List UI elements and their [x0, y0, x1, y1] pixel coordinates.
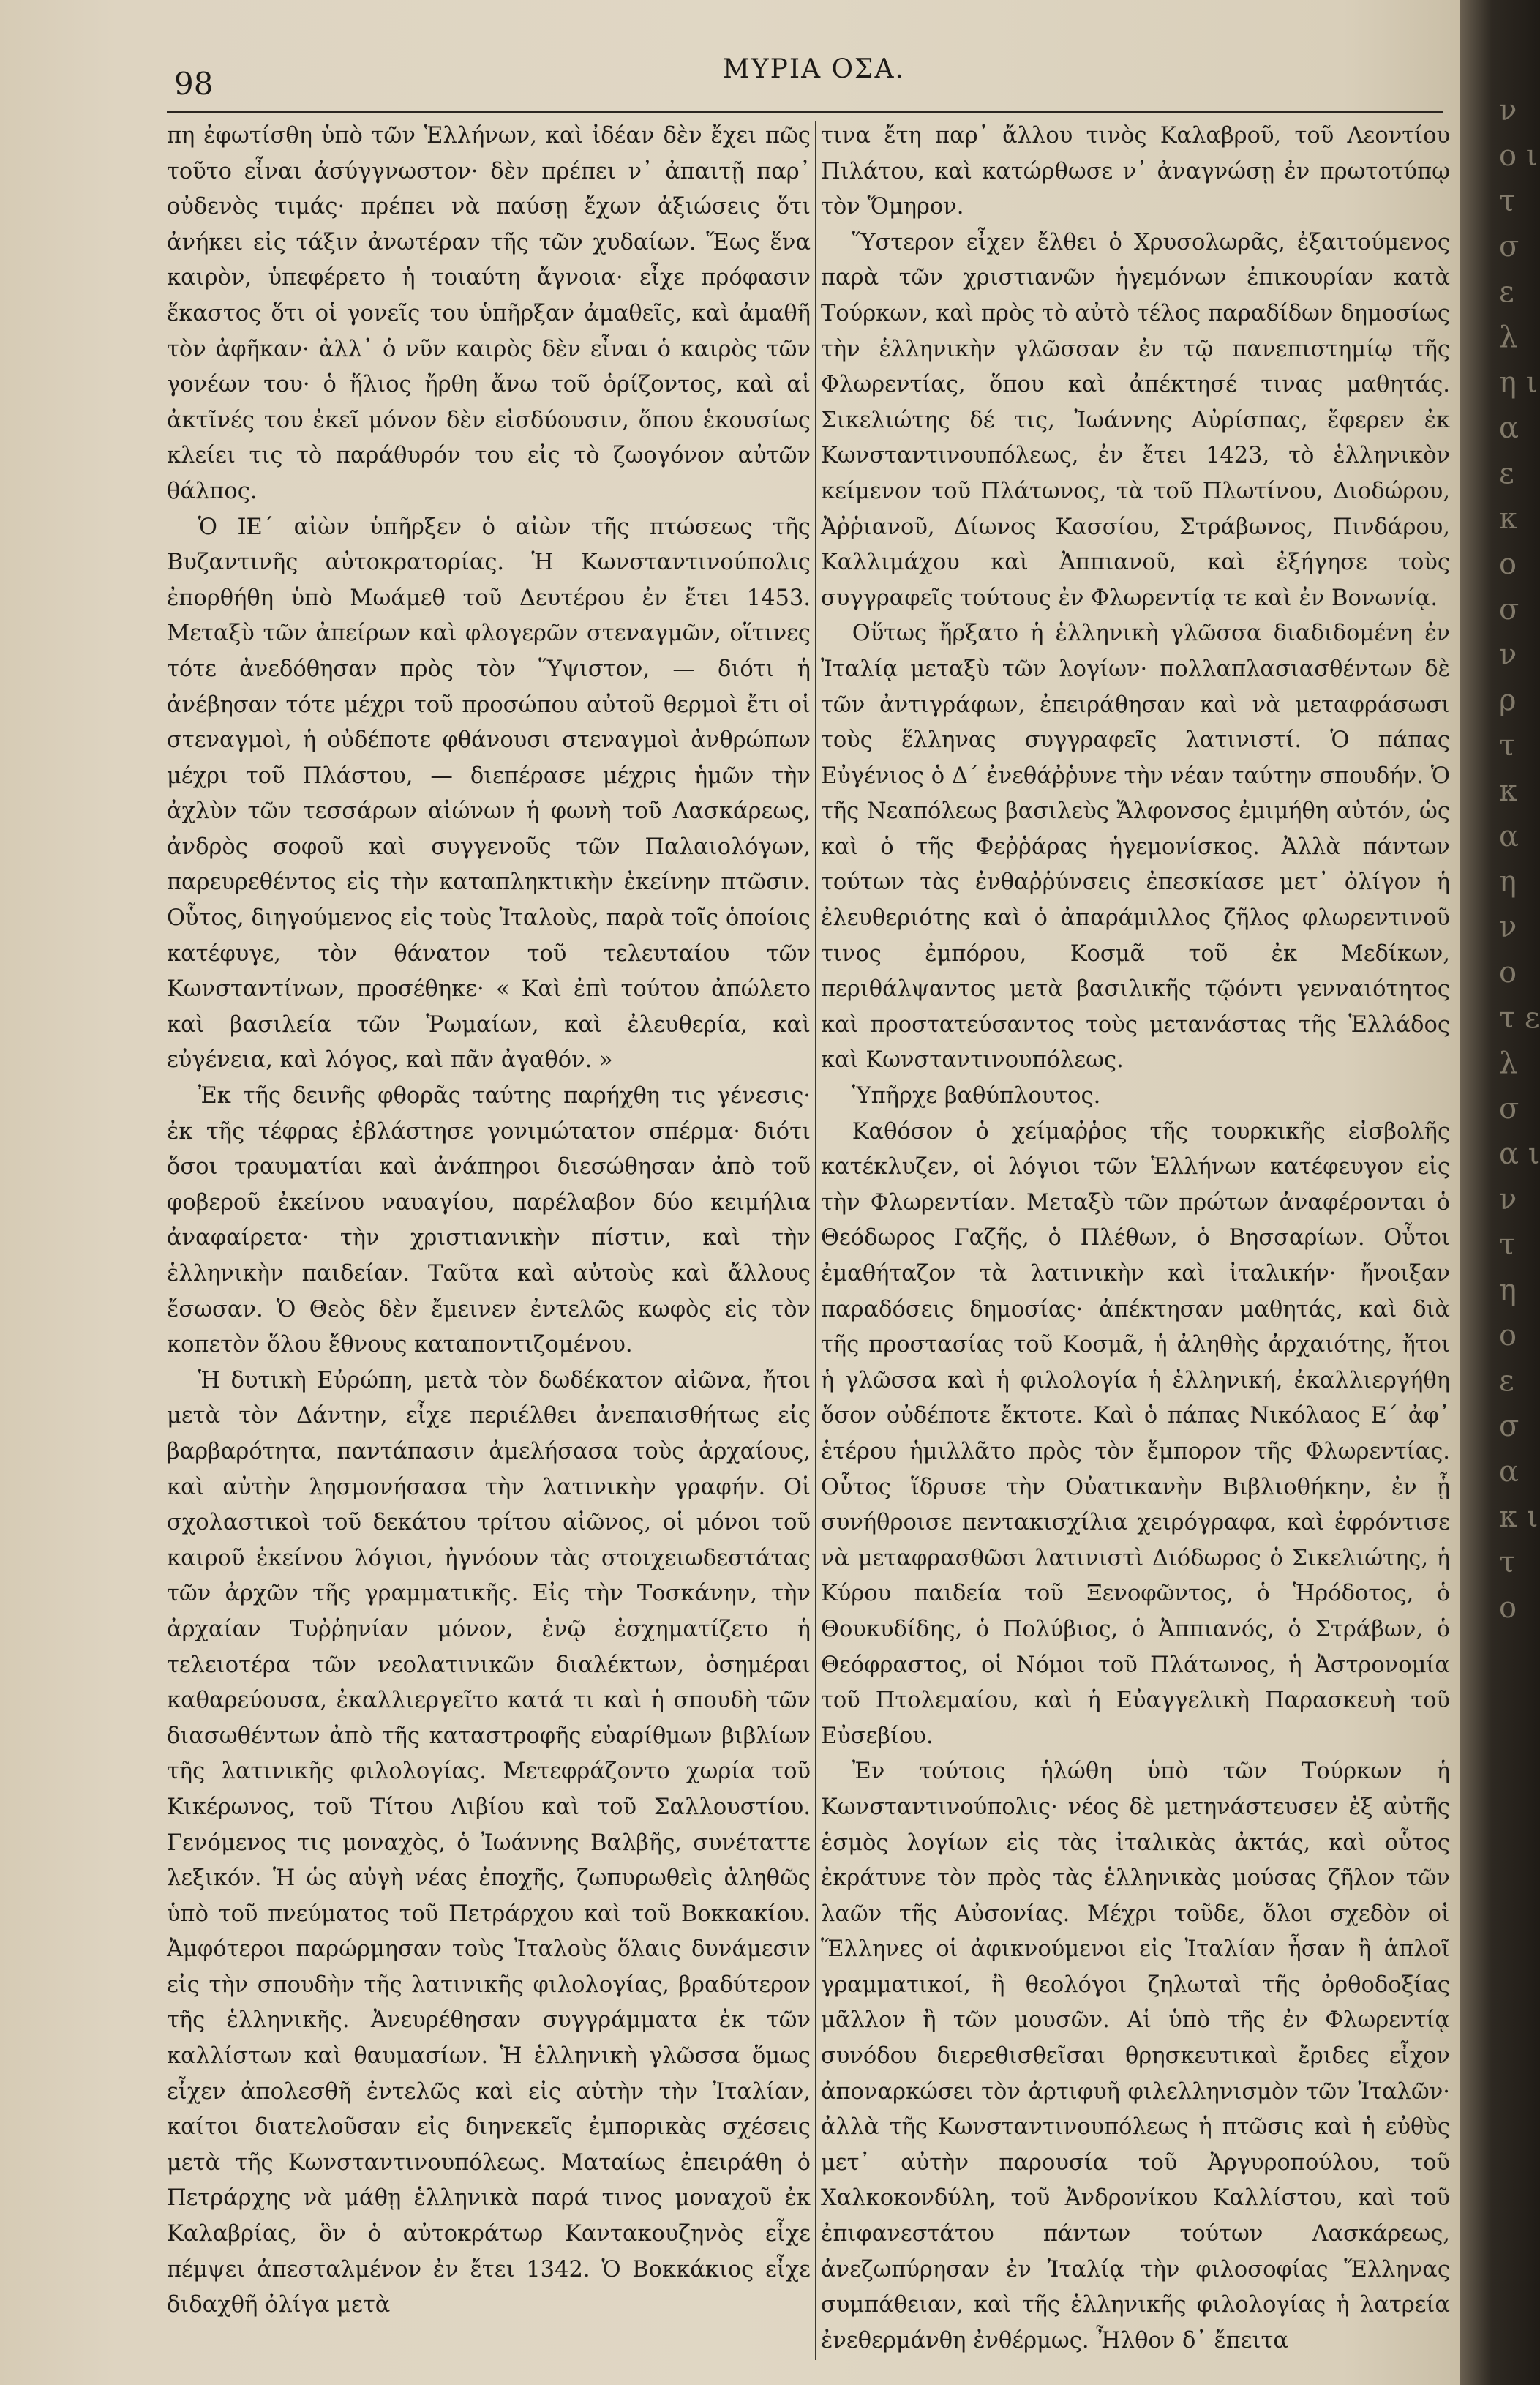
left-paragraph-2: Ὁ ΙΕ΄ αἰὼν ὑπῆρξεν ὁ αἰὼν τῆς πτώσεως τῆς Βυζαντινῆς αὐτοκρατορίας. Ἡ Κωνσταντινούπολις ἐπορθήθη ὑπὸ Μωάμεθ τοῦ Δευτέρου ἐν ἔτει 1453. Μεταξὺ τῶν ἀπείρων καὶ φλογερῶν στεναγμῶν, οἵτινες τότε ἀνεδόθησαν πρὸς τὸν Ὕψιστον, — διότι ἡ ἀνέβησαν τότε μέχρι τοῦ προσώπου αὐτοῦ θερμοὶ ἔτι οἱ στεναγμοὶ, ἡ οὐδέποτε φθάνουσι στεναγμοὶ ἀνθρώπων μέχρι τοῦ Πλάστου, — διεπέρασε μέχρις ἡμῶν τὴν ἀχλὺν τῶν τεσσάρων αἰώνων ἡ φωνὴ τοῦ Λασκάρεως, ἀνδρὸς σοφοῦ καὶ συγγενοῦς τῶν Παλαιολόγων, παρευρεθέντος εἰς τὴν καταπληκτικὴν ἐκείνην πτῶσιν. Οὗτος, διηγούμενος εἰς τοὺς Ἰταλοὺς, παρὰ τοῖς ὁποίοις κατέφυγε, τὸν θάνατον τοῦ τελευταίου τῶν Κωνσταντίνων, προσέθηκε· « Καὶ ἐπὶ τούτου ἀπώλετο καὶ βασιλεία τῶν Ῥωμαίων, καὶ ἐλευθερία, καὶ εὐγένεια, καὶ λόγος, καὶ πᾶν ἀγαθόν. »: [167, 514, 811, 1074]
right-paragraph-6: Ἐν τούτοις ἡλώθη ὑπὸ τῶν Τούρκων ἡ Κωνσταντινούπολις· νέος δὲ μετηνάστευσεν ἐξ αὐτῆς ἑσμὸς λογίων εἰς τὰς ἰταλικὰς ἀκτάς, καὶ οὗτος ἐκράτυνε τὸν πρὸς τὰς ἑλληνικὰς μούσας ζῆλον τῶν λαῶν τῆς Αὐσονίας. Μέχρι τοῦδε, ὅλοι σχεδὸν οἱ Ἕλληνες οἱ ἀφικνούμενοι εἰς Ἰταλίαν ἦσαν ἢ ἁπλοῖ γραμματικοί, ἢ θεολόγοι ζηλωταὶ τῆς ὀρθοδοξίας μᾶλλον ἢ τῶν μουσῶν. Αἱ ὑπὸ τῆς ἐν Φλωρεντίᾳ συνόδου διερεθισθεῖσαι θρησκευτικαὶ ἔριδες εἶχον ἀποναρκώσει τὸν ἀρτιφυῆ φιλελληνισμὸν τῶν Ἰταλῶν· ἀλλὰ τῆς Κωνσταντινουπόλεως ἡ πτῶσις καὶ ἡ εὐθὺς μετ᾽ αὐτὴν παρουσία τοῦ Ἀργυροπούλου, τοῦ Χαλκοκονδύλη, τοῦ Ἀνδρονίκου Καλλίστου, καὶ τοῦ ἐπιφανεστάτου πάντων τούτων Λασκάρεως, ἀνεζωπύρησαν ἐν Ἰταλίᾳ τὴν φιλοσοφίας Ἕλληνας συμπάθειαν, καὶ τῆς ἑλληνικῆς φιλολογίας ἡ λατρεία ἐνεθερμάνθη ἐνθέρμως. Ἦλθον δ᾽ ἔπειτα: [821, 1759, 1450, 2354]
left-paragraph-4: Ἡ δυτικὴ Εὐρώπη, μετὰ τὸν δωδέκατον αἰῶνα, ἤτοι μετὰ τὸν Δάντην, εἶχε περιέλθει ἀνεπαισθήτως εἰς βαρβαρότητα, παντάπασιν ἀμελήσασα τοὺς ἀρχαίους, καὶ αὐτὴν λησμονήσασα τὴν λατινικὴν γραφήν. Οἱ σχολαστικοὶ τοῦ δεκάτου τρίτου αἰῶνος, οἱ μόνοι τοῦ καιροῦ ἐκείνου λόγιοι, ἠγνόουν τὰς στοιχειωδεστάτας τῶν ἀρχῶν τῆς γραμματικῆς. Εἰς τὴν Τοσκάνην, τὴν ἀρχαίαν Τυῤῥηνίαν μόνον, ἐνῷ ἐσχηματίζετο ἡ τελειοτέρα τῶν νεολατινικῶν διαλέκτων, ὀσημέραι καθαρεύουσα, ἐκαλλιεργεῖτο κατά τι καὶ ἡ σπουδὴ τῶν διασωθέντων ἀπὸ τῆς καταστροφῆς εὐαρίθμων βιβλίων τῆς λατινικῆς φιλολογίας. Μετεφράζοντο χωρία τοῦ Κικέρωνος, τοῦ Τίτου Λιβίου καὶ τοῦ Σαλλουστίου. Γενόμενος τις μοναχὸς, ὁ Ἰωάννης Βαλβῆς, συνέταττε λεξικόν. Ἡ ὡς αὐγὴ νέας ἐποχῆς, ζωπυρωθεὶς ἀληθῶς ὑπὸ τοῦ πνεύματος τοῦ Πετράρχου καὶ τοῦ Βοκκακίου. Ἀμφότεροι παρώρμησαν τοὺς Ἰταλοὺς ὅλαις δυνάμεσιν εἰς τὴν σπουδὴν τῆς λατινικῆς φιλολογίας, βραδύτερον τῆς ἑλληνικῆς. Ἀνευρέθησαν συγγράμματα ἐκ τῶν καλλίστων καὶ θαυμασίων. Ἡ ἑλληνικὴ γλῶσσα ὅμως εἶχεν ἀπολεσθῆ ἐντελῶς καὶ εἰς αὐτὴν τὴν Ἰταλίαν, καίτοι διατελοῦσαν εἰς διηνεκεῖς ἐμπορικὰς σχέσεις μετὰ τῆς Κωνσταντινουπόλεως. Ματαίως ἐπειράθη ὁ Πετράρχης νὰ μάθῃ ἑλληνικὰ παρά τινος μοναχοῦ ἐκ Καλαβρίας, ὃν ὁ αὐτοκράτωρ Καντακουζηνὸς εἶχε πέμψει ἀπεσταλμένον ἐν ἔτει 1342. Ὁ Βοκκάκιος εἶχε διδαχθῆ ὀλίγα μετὰ: [167, 1367, 811, 2318]
right-paragraph-2: Ὕστερον εἶχεν ἔλθει ὁ Χρυσολωρᾶς, ἐξαιτούμενος παρὰ τῶν χριστιανῶν ἡγεμόνων ἐπικουρίαν κατὰ Τούρκων, καὶ πρὸς τὸ αὐτὸ τέλος παραδίδων δημοσίως τὴν ἑλληνικὴν γλῶσσαν ἐν τῷ πανεπιστημίῳ τῆς Φλωρεντίας, ὅπου καὶ ἀπέκτησέ τινας μαθητάς. Σικελιώτης δέ τις, Ἰωάννης Αὐρίσπας, ἔφερεν ἐκ Κωνσταντινουπόλεως, ἐν ἔτει 1423, τὸ ἑλληνικὸν κείμενον τοῦ Πλάτωνος, τὰ τοῦ Πλωτίνου, Διοδώρου, Ἀῤῥιανοῦ, Δίωνος Κασσίου, Στράβωνος, Πινδάρου, Καλλιμάχου καὶ Ἀππιανοῦ, καὶ ἐξήγησε τοὺς συγγραφεῖς τούτους ἐν Φλωρεντίᾳ τε καὶ ἐν Βονωνίᾳ.: [821, 229, 1450, 611]
page-header: [167, 53, 1440, 104]
left-paragraph-1: πη ἐφωτίσθη ὑπὸ τῶν Ἑλλήνων, καὶ ἰδέαν δὲν ἔχει πῶς τοῦτο εἶναι ἀσύγγνωστον· δὲν πρέπει ν᾽ ἀπαιτῇ παρ᾽ οὐδενὸς τιμάς· πρέπει νὰ παύσῃ ἔχων ἀξιώσεις ὅτι ἀνήκει εἰς τάξιν ἀνωτέραν τῆς τῶν χυδαίων. Ἕως ἕνα καιρὸν, ὑπεφέρετο ἡ τοιαύτη ἄγνοια· εἶχε πρόφασιν ἕκαστος ὅτι οἱ γονεῖς του ὑπῆρξαν ἀμαθεῖς, καὶ ἀμαθῆ τὸν ἀφῆκαν· ἀλλ᾽ ὁ νῦν καιρὸς δὲν εἶναι ὁ καιρὸς τῶν γονέων του· ὁ ἥλιος ἤρθη ἄνω τοῦ ὁρίζοντος, καὶ αἱ ἀκτῖνές του ἐκεῖ μόνον δὲν εἰσδύουσιν, ὅπου ἑκουσίως κλείει τις τὸ παράθυρόν του εἰς τὸ ζωογόνον αὐτῶν θάλπος.: [167, 123, 811, 504]
right-paragraph-4: Ὑπῆρχε βαθύπλουτος.: [852, 1083, 1101, 1109]
left-paragraph-3: Ἐκ τῆς δεινῆς φθορᾶς ταύτης παρήχθη τις γένεσις· ἐκ τῆς τέφρας ἐβλάστησε γονιμώτατον σπέρμα· διότι ὅσοι τραυματίαι καὶ ἀνάπηροι διεσώθησαν ἀπὸ τοῦ φοβεροῦ ἐκείνου ναυαγίου, παρέλαβον δύο κειμήλια ἀναφαίρετα· τὴν χριστιανικὴν πίστιν, καὶ τὴν ἑλληνικὴν παιδείαν. Ταῦτα καὶ αὐτοὺς καὶ ἄλλους ἔσωσαν. Ὁ Θεὸς δὲν ἔμεινεν ἐντελῶς κωφὸς εἰς τὸν κοπετὸν ὅλου ἔθνους καταποντιζομένου.: [167, 1083, 811, 1358]
right-paragraph-3: Οὕτως ἤρξατο ἡ ἑλληνικὴ γλῶσσα διαδιδομένη ἐν Ἰταλίᾳ μεταξὺ τῶν λογίων· πολλαπλασιασθέντων δὲ τῶν ἀντιγράφων, ἐπειράθησαν καὶ νὰ μεταφράσωσι τοὺς ἕλληνας συγγραφεῖς λατινιστί. Ὁ πάπας Εὐγένιος ὁ Δ΄ ἐνεθάῤῥυνε τὴν νέαν ταύτην σπουδήν. Ὁ τῆς Νεαπόλεως βασιλεὺς Ἄλφονσος ἐμιμήθη αὐτόν, ὡς καὶ ὁ τῆς Φεῤῥάρας ἡγεμονίσκος. Ἀλλὰ πάντων τούτων τὰς ἐνθαῤῥύνσεις ἐπεσκίασε μετ᾽ ὀλίγον ἡ ἐλευθεριότης καὶ ὁ ἀπαράμιλλος ζῆλος φλωρεντινοῦ τινος ἐμπόρου, Κοσμᾶ τοῦ ἐκ Μεδίκων, περιθάλψαντος μετὰ βασιλικῆς τῷόντι γενναιότητος καὶ προστατεύσαντος τοὺς μετανάστας τῆς Ἑλλάδος καὶ Κωνσταντινουπόλεως.: [821, 621, 1450, 1074]
running-title: ΜΥΡΙΑ ΟΣΑ.: [723, 54, 905, 84]
header-rule: [167, 111, 1443, 113]
right-column: [821, 119, 1450, 2359]
page-number: 98: [174, 66, 214, 102]
right-paragraph-5: Καθόσον ὁ χείμαῤῥος τῆς τουρκικῆς εἰσβολῆς κατέκλυζεν, οἱ λόγιοι τῶν Ἑλλήνων κατέφευγον εἰς τὴν Φλωρεντίαν. Μεταξὺ τῶν πρώτων ἀναφέρονται ὁ Θεόδωρος Γαζῆς, ὁ Πλέθων, ὁ Βησσαρίων. Οὗτοι ἐμαθήταζον τὰ λατινικὴν καὶ ἰταλικήν· ἤνοιξαν παραδόσεις δημοσίας· ἀπέκτησαν μαθητάς, καὶ διὰ τῆς προστασίας τοῦ Κοσμᾶ, ἡ ἀληθὴς ἀρχαιότης, ἤτοι ἡ γλῶσσα καὶ ἡ φιλολογία ἡ ἑλληνική, ἐκαλλιεργήθη ὅσον οὐδέποτε ἔκτοτε. Καὶ ὁ πάπας Νικόλαος Ε΄ ἀφ᾽ ἑτέρου ἡμιλλᾶτο πρὸς τὸν ἔμπορον τῆς Φλωρεντίας. Οὗτος ἵδρυσε τὴν Οὐατικανὴν Βιβλιοθήκην, ἐν ᾗ συνήθροισε πεντακισχίλια χειρόγραφα, καὶ ἐφρόντισε νὰ μεταφρασθῶσι λατινιστὶ Διόδωρος ὁ Σικελιώτης, ἡ Κύρου παιδεία τοῦ Ξενοφῶντος, ὁ Ἡρόδοτος, ὁ Θουκυδίδης, ὁ Πολύβιος, ὁ Ἀππιανός, ὁ Στράβων, ὁ Θεόφραστος, οἱ Νόμοι τοῦ Πλάτωνος, ἡ Ἀστρονομία τοῦ Πτολεμαίου, καὶ ἡ Εὐαγγελικὴ Παρασκευὴ τοῦ Εὐσεβίου.: [821, 1118, 1450, 1749]
column-divider: [815, 121, 816, 2360]
right-paragraph-1: τινα ἔτη παρ᾽ ἄλλου τινὸς Καλαβροῦ, τοῦ Λεοντίου Πιλάτου, καὶ κατώρθωσε ν᾽ ἀναγνώσῃ ἐν πρωτοτύπῳ τὸν Ὅμηρον.: [821, 123, 1450, 220]
facing-page-edge: ν ο ι τ σ ε λ η ι α ε κ ο σ ν ρ τ κ α η ν ο τ ε λ σ α ι ν τ η ο ε σ α κ ι τ ο: [1499, 94, 1540, 1625]
left-column: [167, 119, 811, 2324]
